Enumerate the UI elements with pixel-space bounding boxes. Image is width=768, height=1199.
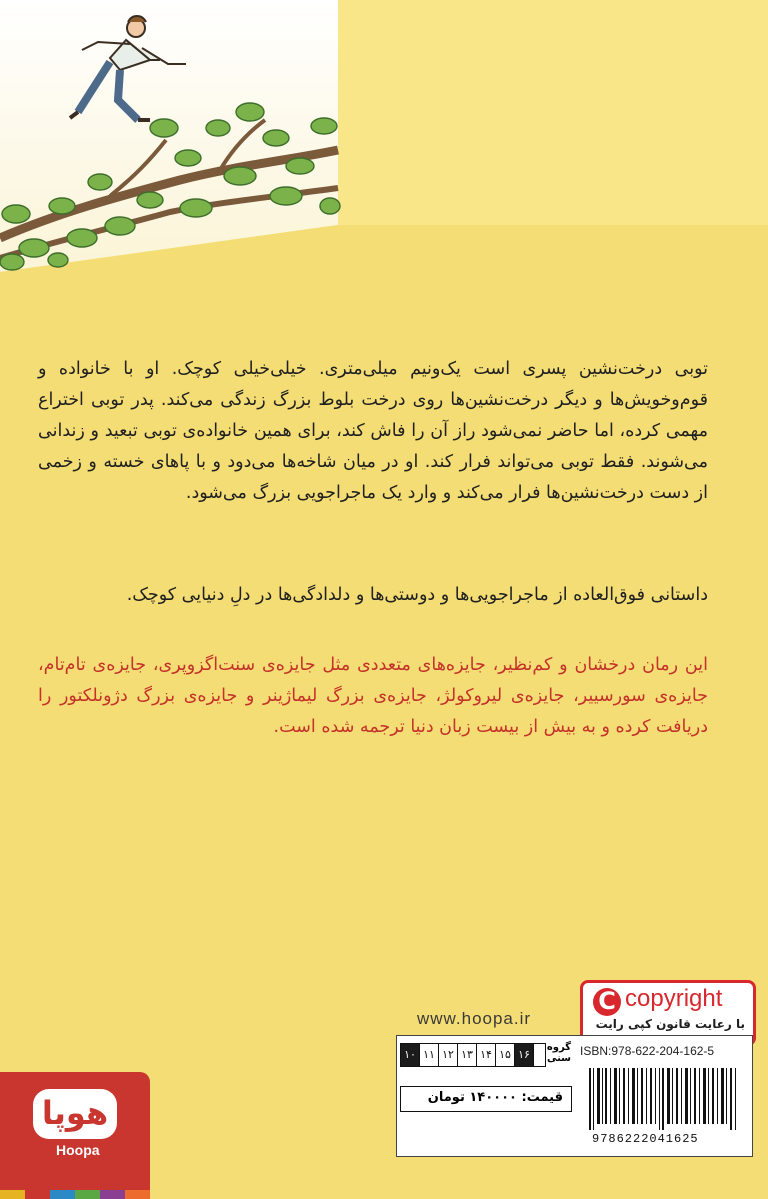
age-number: ۱۶ — [515, 1044, 534, 1066]
publisher-logo — [0, 1072, 150, 1192]
color-stripes — [0, 1190, 150, 1199]
barcode-number: 9786222041625 — [592, 1132, 699, 1146]
copyright-icon: C — [593, 988, 621, 1016]
copyright-law-text: با رعایت قانون کپی رایت — [595, 1017, 745, 1031]
blurb-paragraph-tagline: داستانی فوق‌العاده از ماجراجویی‌ها و دوستی‌ها و دلدادگی‌ها در دلِ دنیایی کوچک. — [126, 585, 708, 605]
age-number: ۱۴ — [477, 1044, 496, 1066]
copyright-word: copyright — [625, 985, 723, 1012]
price-box — [400, 1086, 572, 1112]
publisher-logo-persian: هوپا — [33, 1089, 117, 1139]
age-number: ۱۱ — [420, 1044, 439, 1066]
age-number: ۱۰ — [401, 1044, 420, 1066]
age-group-label: گروه سنی — [546, 1042, 571, 1064]
blurb-paragraph-awards: این رمان درخشان و کم‌نظیر، جایزه‌های متعددی مثل جایزه‌ی سنت‌اگزوپری، جایزه‌ی تام‌تام، جایزه‌ی سورسییر، جایزه‌ی لیروکولژ، جایزه‌ی بزرگ لیماژینر و جایزه‌ی بزرگ دژونلکتور را دریافت کرده و به بیش از بیست زبان دنیا ترجمه شده است. — [38, 655, 708, 737]
publisher-website: www.hoopa.ir — [417, 1009, 532, 1028]
blurb-paragraph-story: توبی درخت‌نشین پسری است یک‌ونیم میلی‌متری. خیلی‌خیلی کوچک. او با خانواده و قوم‌وخویش‌ها و دیگر درخت‌نشین‌ها روی درخت بلوط بزرگ زندگی می‌کند. پدر توبی اختراع مهمی کرده، اما حاضر نمی‌شود راز آن را فاش کند، برای همین خانواده‌ی توبی تبعید و زندانی می‌شوند. فقط توبی می‌تواند فرار کند. او در میان شاخه‌ها می‌دود و با پاهای خسته و زخمی از دست درخت‌نشین‌ها فرار می‌کند و وارد یک ماجراجویی بزرگ می‌شود. — [38, 359, 708, 503]
boy-running-on-branch-illustration — [0, 0, 768, 350]
age-number: ۱۳ — [458, 1044, 477, 1066]
age-number: ۱۲ — [439, 1044, 458, 1066]
age-group-strip — [400, 1043, 546, 1067]
price: قیمت: ۱۴۰۰۰۰ تومان — [427, 1090, 563, 1105]
barcode-icon — [587, 1068, 747, 1130]
publisher-logo-english: Hoopa — [56, 1142, 100, 1158]
age-number: ۱۵ — [496, 1044, 515, 1066]
isbn: ISBN:978-622-204-162-5 — [580, 1044, 715, 1058]
